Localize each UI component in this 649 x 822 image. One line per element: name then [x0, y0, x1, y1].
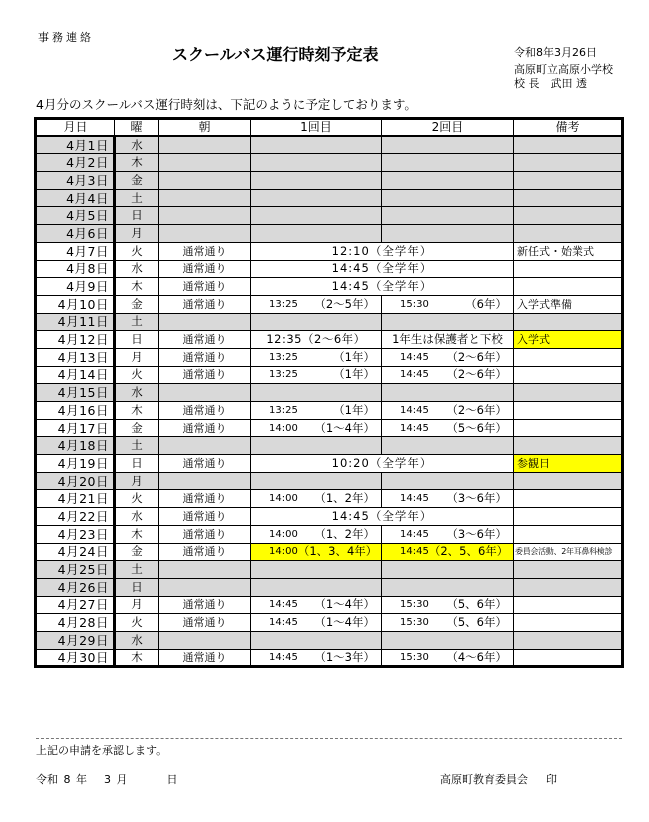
date-cell: 4月13日 [36, 348, 115, 366]
first-run-cell [251, 649, 382, 667]
second-run-cell [382, 578, 514, 596]
second-run-time: 14:45 [400, 493, 429, 505]
table-row [36, 348, 623, 366]
combined-run-cell: 14:45（全学年） [251, 278, 514, 296]
table-row [36, 472, 623, 490]
second-run-cell [382, 543, 514, 561]
first-run-cell [251, 154, 382, 172]
first-run-grades: （1、2年） [314, 491, 375, 506]
second-run-time: 14:45 [400, 404, 429, 416]
first-run-grades: （1年） [333, 402, 375, 417]
first-run-time: 13:25 [269, 298, 298, 310]
table-row [36, 225, 623, 243]
weekday-cell: 土 [115, 561, 159, 579]
table-row [36, 136, 623, 154]
first-run-time: 14:45 [269, 651, 298, 663]
table-row [36, 578, 623, 596]
first-run-cell [251, 366, 382, 384]
table-row [36, 384, 623, 402]
morning-cell: 通常通り [159, 278, 251, 296]
second-run-cell [382, 313, 514, 331]
morning-cell [159, 384, 251, 402]
table-row [36, 596, 623, 614]
note-cell [514, 419, 623, 437]
weekday-cell: 日 [115, 331, 159, 349]
morning-cell: 通常通り [159, 490, 251, 508]
table-row [36, 172, 623, 190]
date-cell: 4月10日 [36, 295, 115, 313]
note-cell: 委員会活動、2年耳鼻科検診 [514, 543, 623, 561]
table-row [36, 278, 623, 296]
approval-year-unit: 年 [76, 773, 87, 786]
date-cell: 4月22日 [36, 508, 115, 526]
weekday-cell: 金 [115, 543, 159, 561]
note-cell [514, 402, 623, 420]
second-run-cell [382, 225, 514, 243]
approval-day-unit: 日 [166, 773, 178, 786]
approval-month: 3 [104, 773, 111, 786]
first-run-cell [251, 313, 382, 331]
weekday-cell: 月 [115, 596, 159, 614]
table-row [36, 419, 623, 437]
morning-cell [159, 207, 251, 225]
second-run-grades: （5、6年） [446, 597, 507, 612]
date-cell: 4月24日 [36, 543, 115, 561]
morning-cell [159, 172, 251, 190]
note-cell: 参観日 [514, 455, 623, 473]
first-run-time: 14:00 [269, 493, 298, 505]
date-cell: 4月20日 [36, 472, 115, 490]
first-run-time: 14:45 [269, 617, 298, 629]
second-run-cell [382, 189, 514, 207]
date-cell: 4月1日 [36, 136, 115, 154]
note-cell [514, 172, 623, 190]
date-cell: 4月5日 [36, 207, 115, 225]
approval-month-unit: 月 [116, 773, 128, 786]
note-cell [514, 649, 623, 667]
note-cell [514, 207, 623, 225]
morning-cell: 通常通り [159, 348, 251, 366]
second-run-cell [382, 525, 514, 543]
table-row [36, 455, 623, 473]
first-run-cell [251, 437, 382, 455]
morning-cell [159, 189, 251, 207]
note-cell [514, 278, 623, 296]
date-cell: 4月27日 [36, 596, 115, 614]
table-row [36, 614, 623, 632]
weekday-cell: 水 [115, 384, 159, 402]
combined-run-cell: 14:45（全学年） [251, 260, 514, 278]
table-row [36, 649, 623, 667]
date-cell: 4月29日 [36, 631, 115, 649]
weekday-cell: 月 [115, 225, 159, 243]
combined-run-cell: 10:20（全学年） [251, 455, 514, 473]
first-run-time: 13:25 [269, 404, 298, 416]
first-run-time: 14:00 [269, 546, 298, 558]
morning-cell: 通常通り [159, 455, 251, 473]
morning-cell: 通常通り [159, 331, 251, 349]
second-run-cell [382, 437, 514, 455]
note-cell [514, 225, 623, 243]
second-run-time: 14:45 [400, 422, 429, 434]
second-run-cell [382, 172, 514, 190]
first-run-cell [251, 384, 382, 402]
column-header-second-run: 2回目 [382, 119, 514, 137]
second-run-time: 15:30 [400, 298, 429, 310]
second-run-cell [382, 596, 514, 614]
weekday-cell: 火 [115, 614, 159, 632]
morning-cell: 通常通り [159, 419, 251, 437]
note-cell [514, 260, 623, 278]
table-row [36, 631, 623, 649]
second-run-cell: 1年生は保護者と下校 [382, 331, 514, 349]
note-cell [514, 189, 623, 207]
table-row [36, 490, 623, 508]
date-cell: 4月3日 [36, 172, 115, 190]
table-row [36, 331, 623, 349]
morning-cell [159, 631, 251, 649]
first-run-cell [251, 543, 382, 561]
date-cell: 4月17日 [36, 419, 115, 437]
second-run-grades: （2～6年） [446, 402, 507, 417]
weekday-cell: 水 [115, 508, 159, 526]
morning-cell: 通常通り [159, 402, 251, 420]
first-run-cell [251, 402, 382, 420]
second-run-cell [382, 472, 514, 490]
second-run-cell [382, 348, 514, 366]
first-run-grades: （1～4年） [314, 420, 375, 435]
note-cell [514, 490, 623, 508]
weekday-cell: 土 [115, 437, 159, 455]
bus-schedule-table [34, 117, 624, 668]
morning-cell: 通常通り [159, 366, 251, 384]
note-cell [514, 136, 623, 154]
morning-cell: 通常通り [159, 260, 251, 278]
second-run-time: 14:45 [400, 528, 429, 540]
weekday-cell: 木 [115, 402, 159, 420]
second-run-time: 15:30 [400, 617, 429, 629]
note-cell [514, 578, 623, 596]
approval-date [36, 771, 178, 787]
second-run-grades: （3～6年） [446, 491, 507, 506]
combined-run-cell: 14:45（全学年） [251, 508, 514, 526]
weekday-cell: 火 [115, 242, 159, 260]
second-run-time: 15:30 [400, 651, 429, 663]
date-cell: 4月26日 [36, 578, 115, 596]
note-cell [514, 366, 623, 384]
date-cell: 4月30日 [36, 649, 115, 667]
date-cell: 4月15日 [36, 384, 115, 402]
morning-cell: 通常通り [159, 525, 251, 543]
first-run-time: 13:25 [269, 369, 298, 381]
second-run-grades: （4～6年） [446, 649, 507, 664]
first-run-cell [251, 348, 382, 366]
morning-cell [159, 578, 251, 596]
first-run-cell [251, 596, 382, 614]
intro-text: 4月分のスクールバス運行時刻は、下記のように予定しております。 [36, 97, 417, 112]
first-run-time: 14:00 [269, 528, 298, 540]
first-run-grades: （1年） [333, 349, 375, 364]
first-run-cell [251, 172, 382, 190]
column-header-first-run: 1回目 [251, 119, 382, 137]
first-run-cell [251, 419, 382, 437]
note-cell [514, 472, 623, 490]
date-cell: 4月14日 [36, 366, 115, 384]
second-run-cell [382, 419, 514, 437]
first-run-cell [251, 295, 382, 313]
column-header-weekday: 曜 [115, 119, 159, 137]
first-run-cell: 12:35（2～6年） [251, 331, 382, 349]
first-run-cell [251, 136, 382, 154]
table-row [36, 543, 623, 561]
note-cell [514, 614, 623, 632]
weekday-cell: 土 [115, 189, 159, 207]
table-row [36, 366, 623, 384]
first-run-time: 13:25 [269, 351, 298, 363]
weekday-cell: 水 [115, 136, 159, 154]
second-run-cell [382, 154, 514, 172]
second-run-cell [382, 561, 514, 579]
second-run-grades: （6年） [465, 296, 507, 311]
table-row [36, 242, 623, 260]
weekday-cell: 火 [115, 490, 159, 508]
date-cell: 4月16日 [36, 402, 115, 420]
date-cell: 4月28日 [36, 614, 115, 632]
note-cell [514, 154, 623, 172]
weekday-cell: 金 [115, 419, 159, 437]
table-row [36, 189, 623, 207]
second-run-cell [382, 631, 514, 649]
date-cell: 4月12日 [36, 331, 115, 349]
note-cell [514, 508, 623, 526]
second-run-cell [382, 490, 514, 508]
date-cell: 4月19日 [36, 455, 115, 473]
date-cell: 4月25日 [36, 561, 115, 579]
column-header-date: 月日 [36, 119, 115, 137]
second-run-cell [382, 366, 514, 384]
weekday-cell: 火 [115, 366, 159, 384]
second-run-grades: （5～6年） [446, 420, 507, 435]
second-run-cell [382, 614, 514, 632]
morning-cell: 通常通り [159, 242, 251, 260]
table-row [36, 154, 623, 172]
seal-mark: 印 [546, 773, 557, 786]
first-run-grades: （2～5年） [314, 296, 375, 311]
table-row [36, 561, 623, 579]
note-cell [514, 596, 623, 614]
principal-name: 校 長 武田 透 [514, 77, 587, 90]
first-run-cell [251, 472, 382, 490]
second-run-grades: （5、6年） [446, 615, 507, 630]
column-header-notes: 備考 [514, 119, 623, 137]
morning-cell: 通常通り [159, 596, 251, 614]
date-cell: 4月4日 [36, 189, 115, 207]
second-run-time: 14:45 [400, 351, 429, 363]
table-row [36, 437, 623, 455]
weekday-cell: 金 [115, 172, 159, 190]
second-run-cell [382, 136, 514, 154]
morning-cell [159, 136, 251, 154]
weekday-cell: 水 [115, 631, 159, 649]
document-title: スクールバス運行時刻予定表 [172, 45, 379, 64]
note-cell [514, 561, 623, 579]
weekday-cell: 月 [115, 348, 159, 366]
note-cell: 新任式・始業式 [514, 242, 623, 260]
second-run-time: 15:30 [400, 599, 429, 611]
second-run-cell [382, 207, 514, 225]
table-body [36, 136, 623, 667]
note-cell [514, 525, 623, 543]
date-cell: 4月9日 [36, 278, 115, 296]
first-run-cell [251, 490, 382, 508]
table-row [36, 295, 623, 313]
morning-cell [159, 472, 251, 490]
weekday-cell: 水 [115, 260, 159, 278]
document-type-label: 事務連絡 [38, 31, 94, 44]
date-cell: 4月11日 [36, 313, 115, 331]
first-run-cell [251, 578, 382, 596]
note-cell [514, 384, 623, 402]
morning-cell: 通常通り [159, 614, 251, 632]
first-run-time: 14:45 [269, 599, 298, 611]
second-run-time: 14:45 [400, 369, 429, 381]
second-run-grades: （2～6年） [446, 349, 507, 364]
weekday-cell: 木 [115, 525, 159, 543]
table-row [36, 525, 623, 543]
cut-line-divider [36, 738, 622, 739]
weekday-cell: 日 [115, 207, 159, 225]
date-cell: 4月8日 [36, 260, 115, 278]
first-run-cell [251, 631, 382, 649]
second-run-cell [382, 649, 514, 667]
morning-cell [159, 437, 251, 455]
morning-cell: 通常通り [159, 543, 251, 561]
approval-era: 令和 [36, 773, 58, 786]
note-cell [514, 437, 623, 455]
column-header-morning: 朝 [159, 119, 251, 137]
first-run-grades: （1、3、4年） [297, 544, 378, 559]
note-cell [514, 313, 623, 331]
board-name: 高原町教育委員会 [440, 773, 528, 786]
weekday-cell: 木 [115, 649, 159, 667]
table-header-row [36, 119, 623, 137]
table-row [36, 207, 623, 225]
first-run-grades: （1～3年） [314, 649, 375, 664]
first-run-grades: （1～4年） [314, 597, 375, 612]
table-row [36, 260, 623, 278]
morning-cell [159, 154, 251, 172]
morning-cell: 通常通り [159, 649, 251, 667]
first-run-time: 14:00 [269, 422, 298, 434]
first-run-cell [251, 189, 382, 207]
note-cell: 入学式準備 [514, 295, 623, 313]
date-cell: 4月23日 [36, 525, 115, 543]
note-cell [514, 348, 623, 366]
weekday-cell: 日 [115, 455, 159, 473]
second-run-grades: （2～6年） [446, 367, 507, 382]
weekday-cell: 土 [115, 313, 159, 331]
date-cell: 4月2日 [36, 154, 115, 172]
weekday-cell: 金 [115, 295, 159, 313]
note-cell: 入学式 [514, 331, 623, 349]
approval-statement: 上記の申請を承認します。 [36, 744, 168, 757]
morning-cell: 通常通り [159, 508, 251, 526]
second-run-cell [382, 384, 514, 402]
morning-cell [159, 313, 251, 331]
date-cell: 4月6日 [36, 225, 115, 243]
table-row [36, 508, 623, 526]
second-run-grades: （3～6年） [446, 526, 507, 541]
table-row [36, 402, 623, 420]
morning-cell [159, 561, 251, 579]
first-run-cell [251, 225, 382, 243]
first-run-cell [251, 614, 382, 632]
combined-run-cell: 12:10（全学年） [251, 242, 514, 260]
approval-year: 8 [63, 773, 71, 786]
second-run-grades: （2、5、6年） [428, 544, 509, 559]
board-of-education [440, 771, 557, 787]
date-cell: 4月18日 [36, 437, 115, 455]
note-cell [514, 631, 623, 649]
table-row [36, 313, 623, 331]
weekday-cell: 日 [115, 578, 159, 596]
morning-cell: 通常通り [159, 295, 251, 313]
first-run-grades: （1～4年） [314, 615, 375, 630]
weekday-cell: 木 [115, 278, 159, 296]
morning-cell [159, 225, 251, 243]
first-run-cell [251, 561, 382, 579]
weekday-cell: 月 [115, 472, 159, 490]
date-cell: 4月21日 [36, 490, 115, 508]
date-cell: 4月7日 [36, 242, 115, 260]
school-name: 高原町立高原小学校 [514, 63, 613, 76]
issue-date: 令和8年3月26日 [514, 46, 597, 59]
first-run-cell [251, 207, 382, 225]
first-run-grades: （1年） [333, 367, 375, 382]
first-run-grades: （1、2年） [314, 526, 375, 541]
second-run-time: 14:45 [400, 546, 429, 558]
second-run-cell [382, 402, 514, 420]
second-run-cell [382, 295, 514, 313]
weekday-cell: 木 [115, 154, 159, 172]
first-run-cell [251, 525, 382, 543]
